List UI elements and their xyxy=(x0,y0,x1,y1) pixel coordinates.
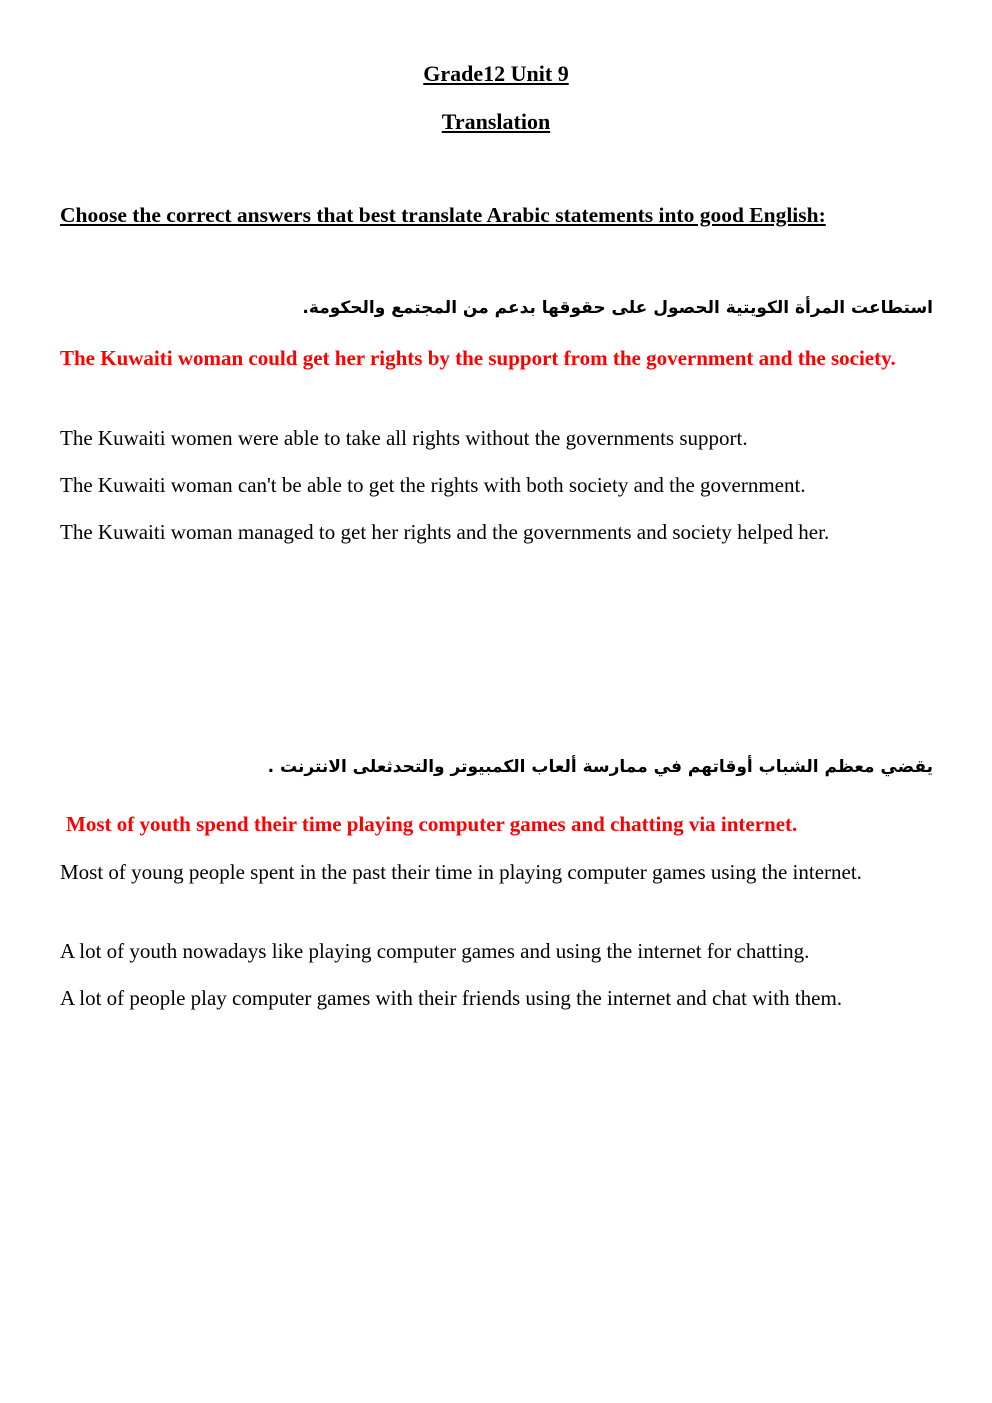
document-subtitle: Translation xyxy=(441,109,551,134)
instruction: Choose the correct answers that best translate Arabic statements into good English: xyxy=(60,203,826,227)
question-2-option: Most of young people spent in the past their time in playing computer games using the internet. xyxy=(60,860,862,884)
question-1-option: The Kuwaiti woman managed to get her rights and the governments and society helped her. xyxy=(60,520,830,544)
question-2-arabic: يقضي معظم الشباب أوقاتهم في ممارسة ألعاب الكمبيوتر والتحدثعلى الانترنت . xyxy=(267,757,933,777)
question-2-option: A lot of people play computer games with their friends using the internet and chat with them. xyxy=(60,986,843,1010)
question-1-option: The Kuwaiti women were able to take all rights without the governments support. xyxy=(60,426,748,450)
document-title: Grade12 Unit 9 xyxy=(423,61,569,86)
question-1-arabic: استطاعت المرأة الكويتية الحصول على حقوقها بدعم من المجتمع والحكومة. xyxy=(302,298,933,318)
question-2-option: A lot of youth nowadays like playing computer games and using the internet for chatting. xyxy=(60,939,810,963)
question-1-correct-answer: The Kuwaiti woman could get her rights by the support from the government and the society. xyxy=(60,346,896,370)
question-2-correct-answer: Most of youth spend their time playing computer games and chatting via internet. xyxy=(66,812,798,836)
question-1-option: The Kuwaiti woman can't be able to get the rights with both society and the government. xyxy=(60,473,806,497)
